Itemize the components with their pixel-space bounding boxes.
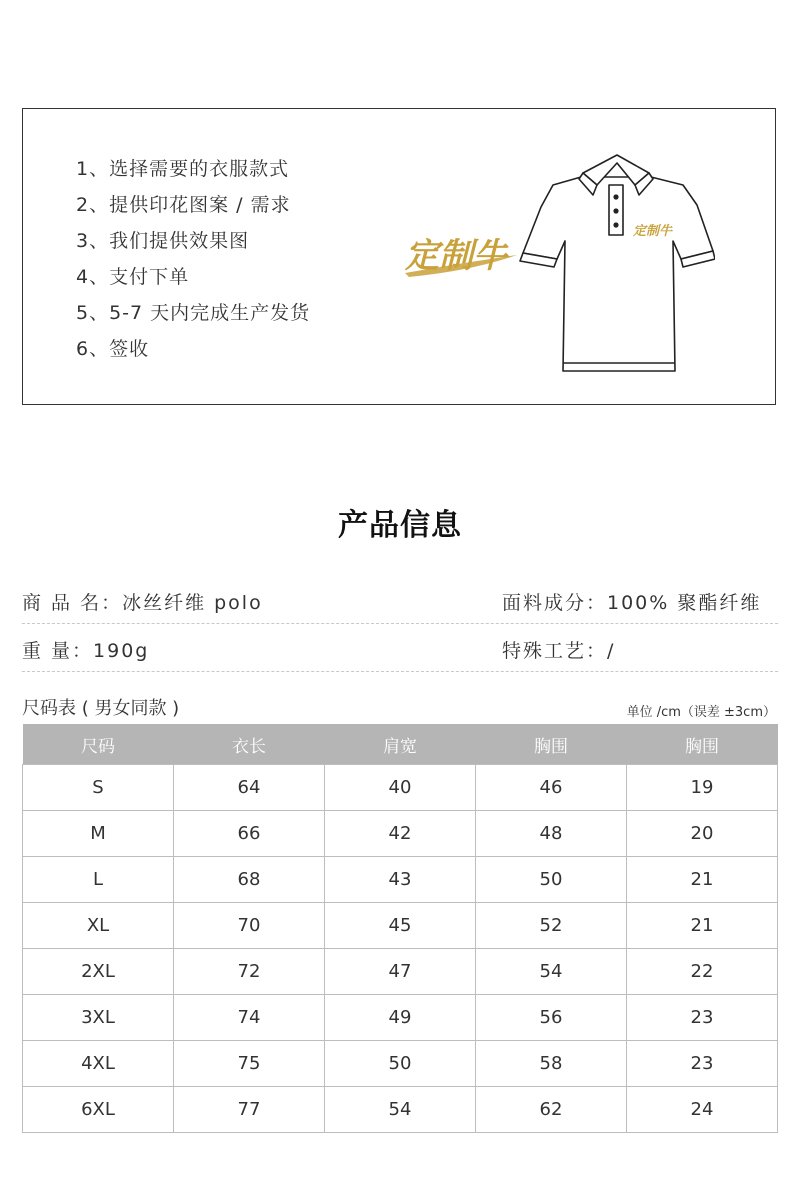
table-cell: 48: [476, 811, 627, 857]
table-cell: 20: [627, 811, 778, 857]
column-header: 衣长: [174, 724, 325, 765]
table-cell: 40: [325, 765, 476, 811]
logo-text: 定制牛: [405, 236, 507, 276]
table-cell: 66: [174, 811, 325, 857]
table-row: [23, 811, 778, 857]
size-chart-unit-note: 单位 /cm（误差 ±3cm）: [626, 705, 776, 720]
column-header: 胸围: [476, 724, 627, 765]
table-cell: 64: [174, 765, 325, 811]
table-cell: 47: [325, 949, 476, 995]
special-craft: 特殊工艺：/: [502, 640, 616, 662]
table-cell: 75: [174, 1041, 325, 1087]
table-cell: 70: [174, 903, 325, 949]
table-cell: 62: [476, 1087, 627, 1133]
table-row: [23, 949, 778, 995]
table-cell: 4XL: [23, 1041, 174, 1087]
table-cell: XL: [23, 903, 174, 949]
table-cell: 50: [476, 857, 627, 903]
table-cell: 45: [325, 903, 476, 949]
table-row: [23, 1041, 778, 1087]
table-cell: 6XL: [23, 1087, 174, 1133]
info-row: [22, 626, 778, 672]
step-item: 1、选择需要的衣服款式: [76, 158, 290, 180]
table-cell: 24: [627, 1087, 778, 1133]
table-row: [23, 857, 778, 903]
table-cell: M: [23, 811, 174, 857]
polo-shirt-illustration: [517, 149, 715, 375]
button-dot: [613, 194, 618, 199]
info-row: [22, 578, 778, 624]
table-cell: 3XL: [23, 995, 174, 1041]
table-cell: 21: [627, 857, 778, 903]
product-name: 商 品 名：冰丝纤维 polo: [22, 592, 263, 614]
table-row: [23, 765, 778, 811]
button-dot: [613, 222, 618, 227]
table-cell: 68: [174, 857, 325, 903]
table-cell: 50: [325, 1041, 476, 1087]
table-row: [23, 903, 778, 949]
table-cell: 19: [627, 765, 778, 811]
column-header: 尺码: [23, 724, 174, 765]
table-cell: 22: [627, 949, 778, 995]
column-header: 胸围: [627, 724, 778, 765]
section-title: 产品信息: [338, 508, 462, 543]
table-cell: 46: [476, 765, 627, 811]
column-header: 肩宽: [325, 724, 476, 765]
button-dot: [613, 208, 618, 213]
step-item: 4、支付下单: [76, 266, 190, 288]
table-cell: S: [23, 765, 174, 811]
table-cell: 2XL: [23, 949, 174, 995]
table-row: [23, 995, 778, 1041]
table-cell: 23: [627, 995, 778, 1041]
table-cell: 52: [476, 903, 627, 949]
material: 面料成分：100% 聚酯纤维: [502, 592, 762, 614]
weight: 重 量：190g: [22, 640, 150, 662]
brand-logo: [401, 227, 519, 283]
table-cell: 77: [174, 1087, 325, 1133]
table-cell: 58: [476, 1041, 627, 1087]
table-cell: 72: [174, 949, 325, 995]
step-item: 3、我们提供效果图: [76, 230, 250, 252]
table-cell: 21: [627, 903, 778, 949]
step-item: 5、5-7 天内完成生产发货: [76, 302, 311, 324]
table-cell: 74: [174, 995, 325, 1041]
table-cell: L: [23, 857, 174, 903]
size-chart-title: 尺码表 ( 男女同款 ): [22, 698, 180, 719]
size-chart-table: [22, 724, 778, 1133]
table-cell: 54: [476, 949, 627, 995]
table-header-row: [23, 724, 778, 765]
table-cell: 23: [627, 1041, 778, 1087]
table-cell: 56: [476, 995, 627, 1041]
table-cell: 43: [325, 857, 476, 903]
shirt-logo-text: 定制牛: [633, 224, 673, 239]
steps-list: [76, 151, 310, 367]
table-cell: 49: [325, 995, 476, 1041]
table-row: [23, 1087, 778, 1133]
order-steps-box: [22, 108, 776, 405]
step-item: 2、提供印花图案 / 需求: [76, 194, 291, 216]
table-cell: 54: [325, 1087, 476, 1133]
table-cell: 42: [325, 811, 476, 857]
step-item: 6、签收: [76, 338, 150, 360]
